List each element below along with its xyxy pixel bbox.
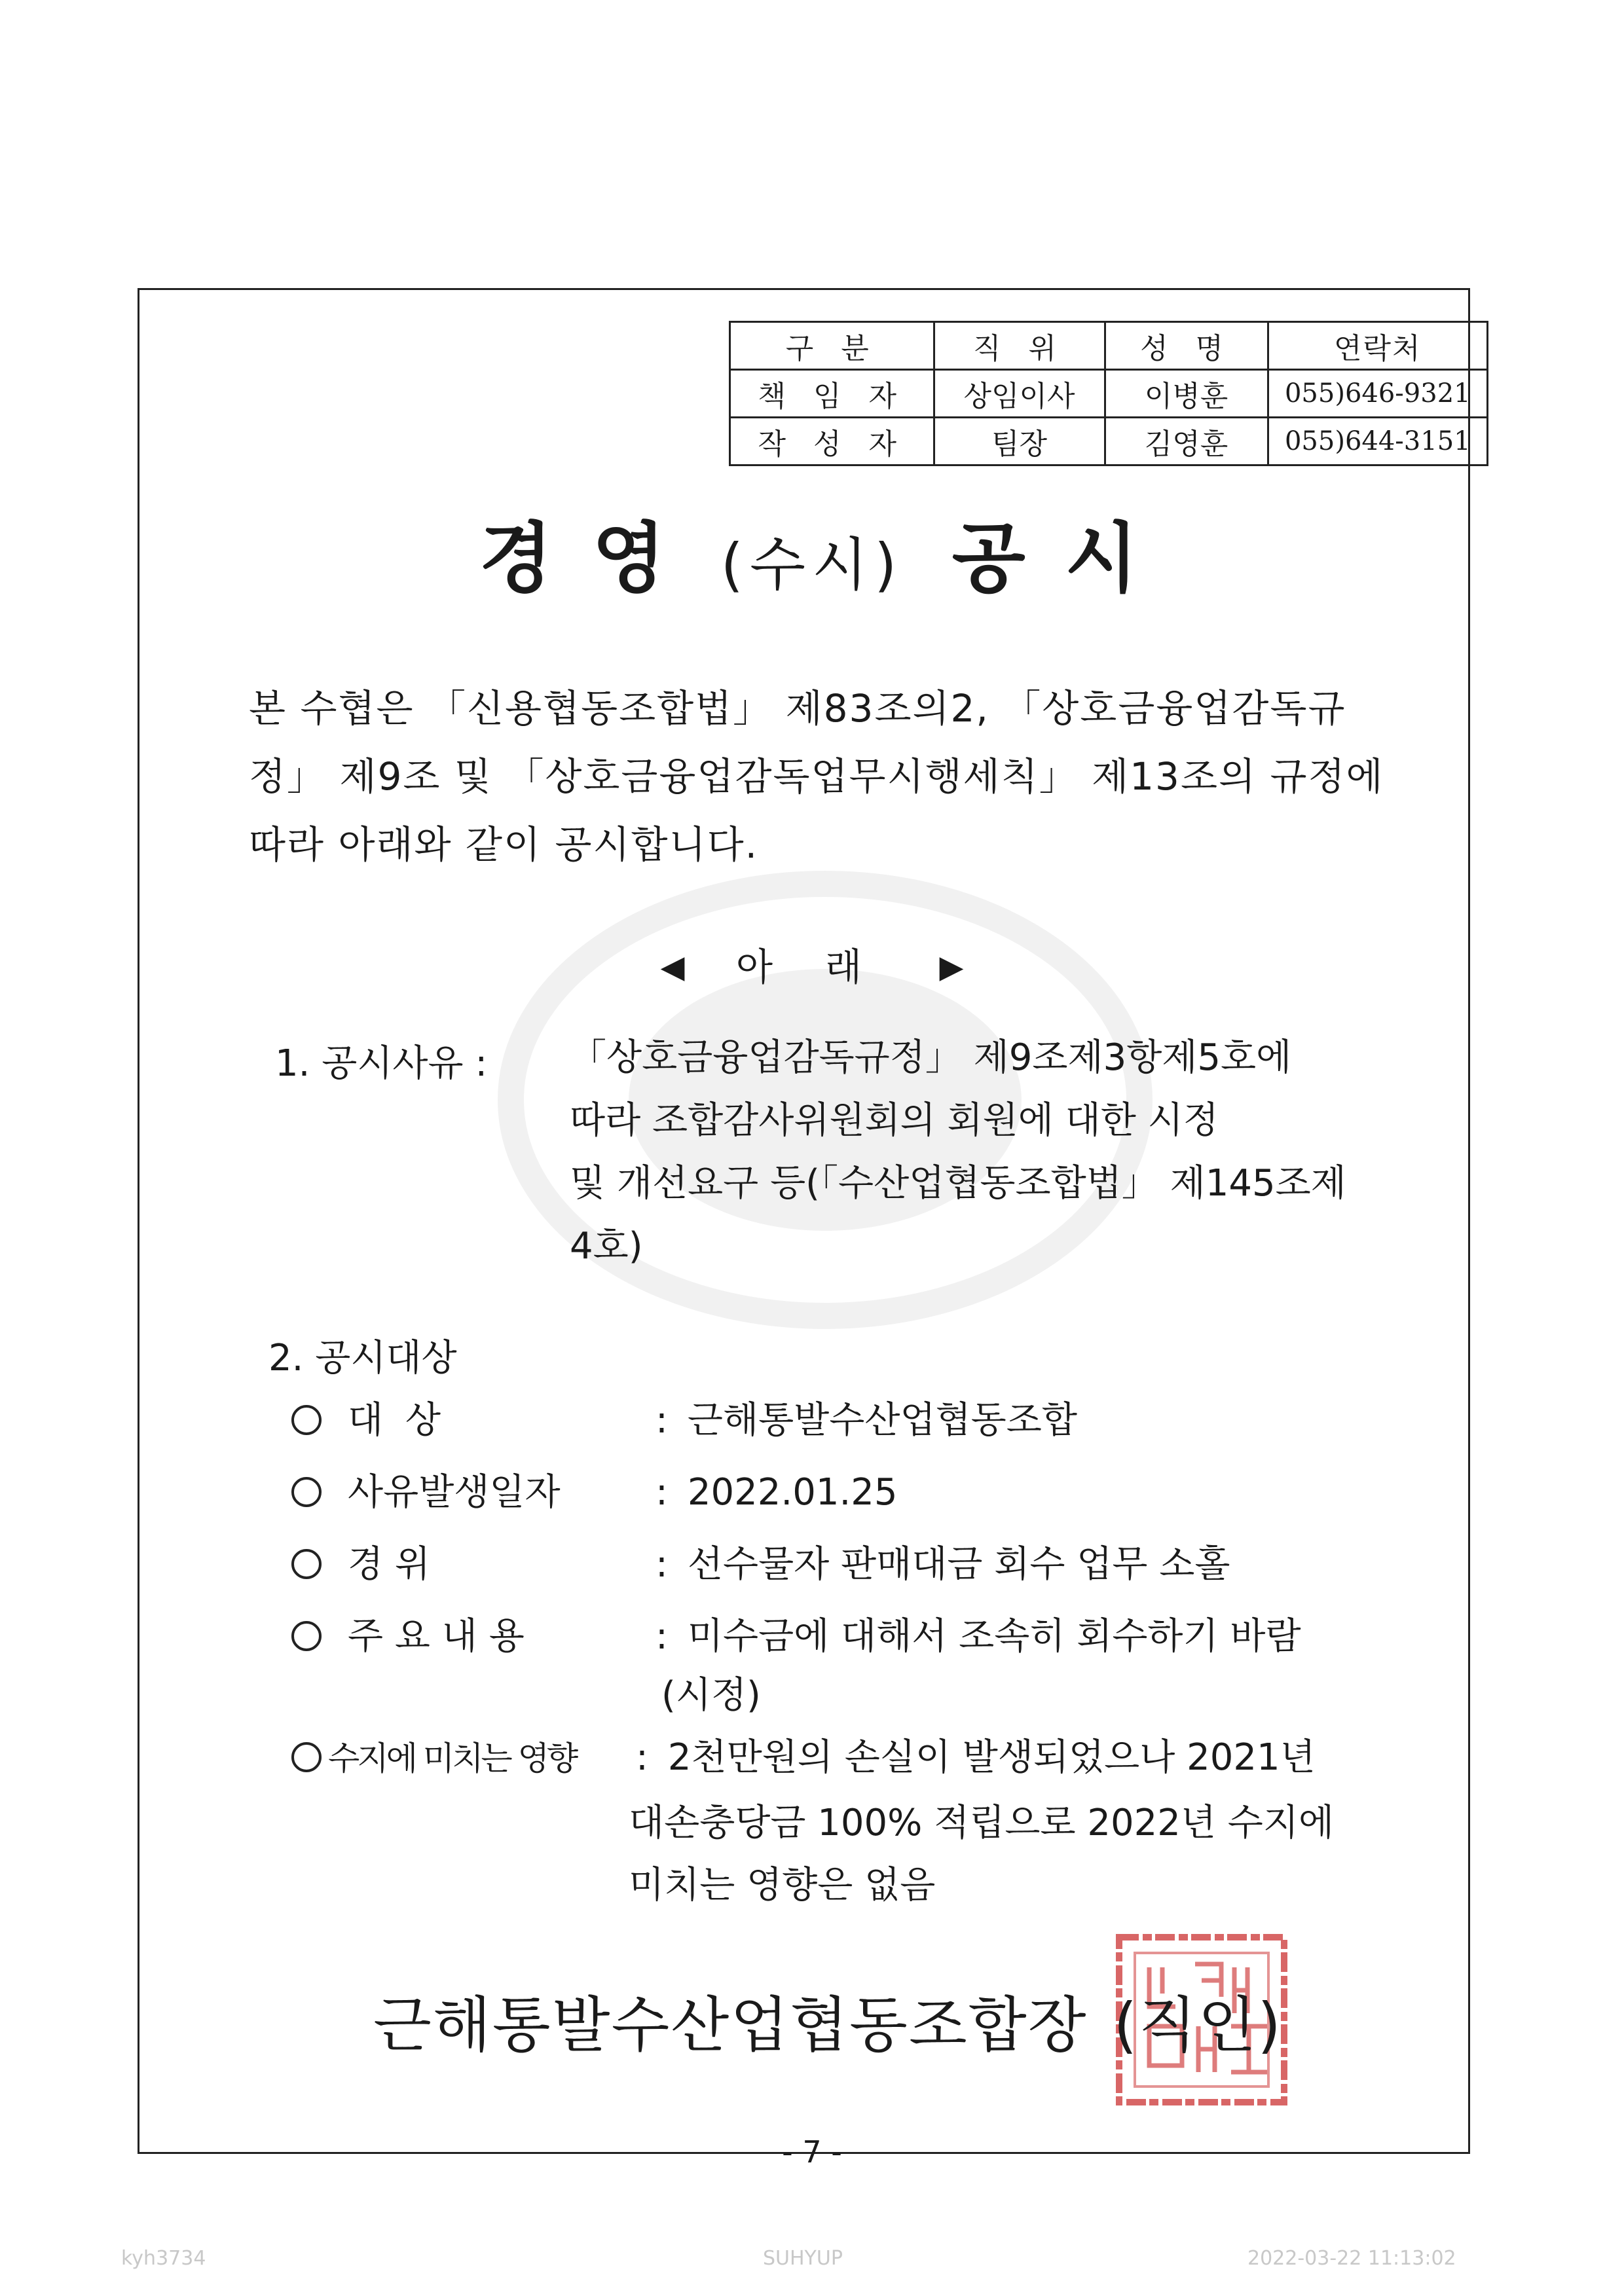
cell-position: 상임이사 bbox=[934, 370, 1105, 418]
page-number: - 7 - bbox=[782, 2134, 842, 2170]
cell-phone: 055)644-3151 bbox=[1268, 418, 1487, 465]
section1-line: 4호) bbox=[570, 1225, 643, 1267]
section1-label: 1. 공시사유 : bbox=[275, 1042, 488, 1085]
item-value: 선수물자 판매대금 회수 업무 소홀 bbox=[687, 1543, 1230, 1586]
item-value: 2022.01.25 bbox=[687, 1471, 898, 1514]
item-label: 주 요 내 용 bbox=[348, 1615, 525, 1658]
header-contact: 연락처 bbox=[1268, 322, 1487, 370]
signature-org: 근해통발수산업협동조합장 bbox=[373, 1990, 1088, 2060]
item-value: 2천만원의 손실이 발생되었으나 2021년 bbox=[667, 1736, 1316, 1779]
list-item: 주 요 내 용 : 미수금에 대해서 조속히 회수하기 바람 bbox=[291, 1607, 1301, 1660]
circle-bullet-icon bbox=[291, 1742, 322, 1772]
contact-table bbox=[729, 321, 1488, 466]
circle-bullet-icon bbox=[291, 1405, 322, 1435]
signature-line bbox=[373, 1977, 1282, 2064]
title-sub: (수시) bbox=[720, 531, 904, 598]
section1-line: 및 개선요구 등(「수산업협동조합법」 제145조제 bbox=[570, 1162, 1346, 1205]
list-item: 대 상 : 근해통발수산업협동조합 bbox=[291, 1391, 1077, 1444]
item-value: 미수금에 대해서 조속히 회수하기 바람 bbox=[687, 1615, 1301, 1658]
right-triangle-icon: ▶ bbox=[939, 949, 964, 985]
cell-role: 작 성 자 bbox=[730, 418, 934, 465]
title-main-right: 공 시 bbox=[951, 515, 1145, 603]
seal-label: (직인) bbox=[1113, 1990, 1282, 2060]
left-triangle-icon: ◀ bbox=[660, 949, 685, 985]
list-item: 수지에 미치는 영향 : 2천만원의 손실이 발생되었으나 2021년 bbox=[291, 1728, 1316, 1781]
below-heading bbox=[0, 936, 1624, 991]
item-label: 사유발생일자 bbox=[348, 1471, 561, 1514]
table-row bbox=[730, 418, 1488, 465]
cell-phone: 055)646-9321 bbox=[1268, 370, 1487, 418]
cell-role: 책 임 자 bbox=[730, 370, 934, 418]
item-value: 근해통발수산업협동조합 bbox=[687, 1399, 1077, 1442]
page-title bbox=[0, 498, 1624, 607]
list-item: 사유발생일자 : 2022.01.25 bbox=[291, 1463, 898, 1516]
header-position: 직 위 bbox=[934, 322, 1105, 370]
cell-name: 김영훈 bbox=[1105, 418, 1268, 465]
intro-paragraph: 본 수협은 「신용협동조합법」 제83조의2, 「상호금융업감독규정」 제9조 및 「상호금융업감독업무시행세칙」 제13조의 규정에 따라 아래와 같이 공시합니다. bbox=[249, 686, 1384, 867]
header-category: 구 분 bbox=[730, 322, 934, 370]
item-value-continued: 미치는 영향은 없음 bbox=[629, 1864, 936, 1906]
table-row bbox=[730, 370, 1488, 418]
table-header-row bbox=[730, 322, 1488, 370]
section1-line: 「상호금융업감독규정」 제9조제3항제5호에 bbox=[570, 1036, 1292, 1079]
header-name: 성 명 bbox=[1105, 322, 1268, 370]
title-main-left: 경 영 bbox=[479, 515, 673, 603]
item-label: 수지에 미치는 영향 bbox=[328, 1740, 576, 1777]
item-value-continued: (시정) bbox=[661, 1674, 761, 1717]
item-value-continued: 대손충당금 100% 적립으로 2022년 수지에 bbox=[629, 1802, 1335, 1844]
circle-bullet-icon bbox=[291, 1621, 322, 1651]
section1-text bbox=[570, 1027, 1401, 1278]
circle-bullet-icon bbox=[291, 1477, 322, 1507]
list-item: 경 위 : 선수물자 판매대금 회수 업무 소홀 bbox=[291, 1535, 1230, 1588]
section2-label: 2. 공시대상 bbox=[268, 1337, 457, 1379]
cell-position: 팀장 bbox=[934, 418, 1105, 465]
item-label: 대 상 bbox=[348, 1399, 446, 1442]
circle-bullet-icon bbox=[291, 1549, 322, 1579]
footer-user-id: kyh3734 bbox=[121, 2247, 206, 2270]
section1-line: 따라 조합감사위원회의 회원에 대한 시정 bbox=[570, 1099, 1219, 1142]
footer-org: SUHYUP bbox=[763, 2247, 843, 2270]
cell-name: 이병훈 bbox=[1105, 370, 1268, 418]
below-label: 아래 bbox=[735, 945, 915, 989]
item-label: 경 위 bbox=[348, 1543, 430, 1586]
footer-timestamp: 2022-03-22 11:13:02 bbox=[1247, 2247, 1456, 2270]
